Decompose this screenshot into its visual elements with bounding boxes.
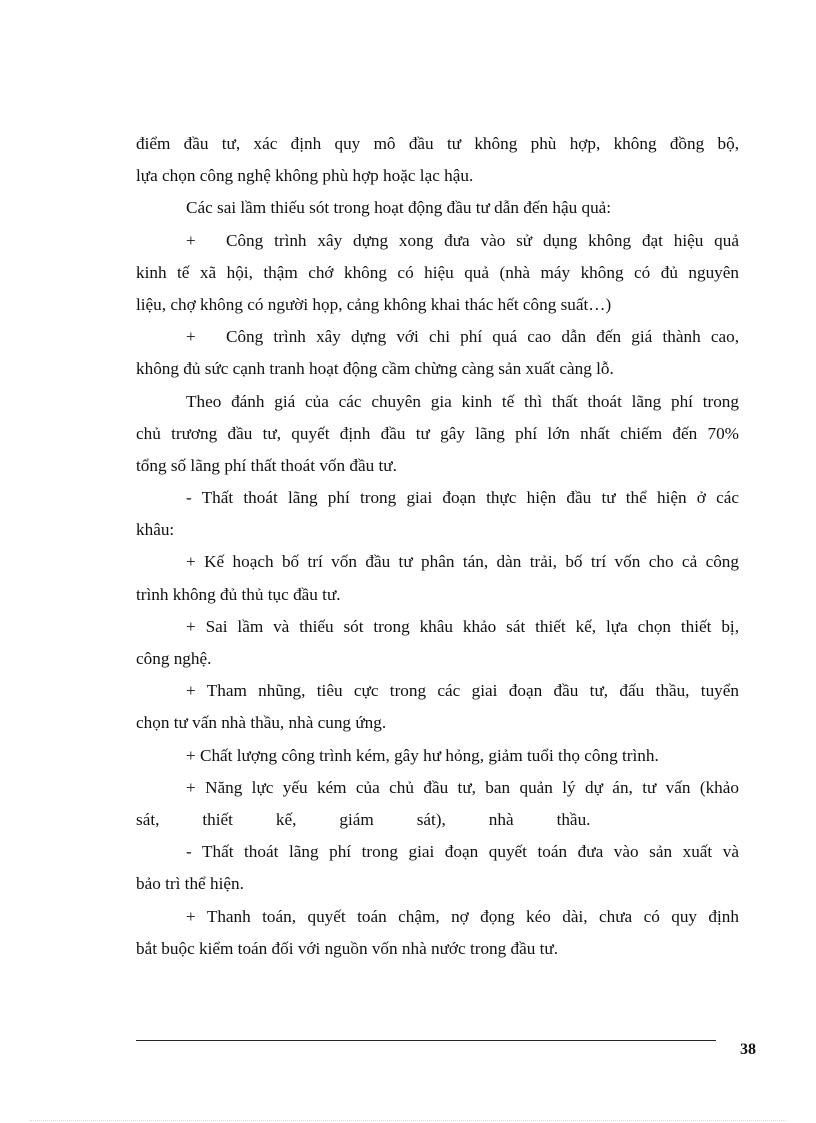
text-line: điểm đầu tư, xác định quy mô đầu tư không phù hợp, không đồng bộ,: [136, 134, 739, 153]
text-line: tổng số lãng phí thất thoát vốn đầu tư.: [136, 455, 397, 475]
text-line: + Chất lượng công trình kém, gây hư hỏng, giảm tuổi thọ công trình.: [186, 745, 659, 765]
text-line: Công trình xây dựng xong đưa vào sử dụng không đạt hiệu quả: [226, 230, 739, 250]
text-line: + Thanh toán, quyết toán chậm, nợ đọng kéo dài, chưa có quy định: [186, 906, 739, 926]
text-line: chủ trương đầu tư, quyết định đầu tư gây lãng phí lớn nhất chiếm đến 70%: [136, 423, 739, 443]
text-line: khâu:: [136, 520, 175, 540]
text-line: sát, thiết kế, giám sát), nhà thầu.: [136, 809, 591, 829]
text-line: - Thất thoát lãng phí trong giai đoạn thực hiện đầu tư thể hiện ở các: [186, 488, 739, 508]
text-line: + Tham nhũng, tiêu cực trong các giai đoạn đầu tư, đấu thầu, tuyển: [186, 681, 739, 701]
text-line: Công trình xây dựng với chi phí quá cao dẫn đến giá thành cao,: [226, 327, 739, 347]
plus-marker: +: [186, 230, 196, 250]
text-line: không đủ sức cạnh tranh hoạt động cầm chừng càng sản xuất càng lỗ.: [136, 359, 614, 379]
text-line: Các sai lầm thiếu sót trong hoạt động đầu tư dẫn đến hậu quả:: [186, 198, 612, 218]
text-line: bắt buộc kiểm toán đối với nguồn vốn nhà nước trong đầu tư.: [136, 938, 559, 958]
plus-marker: +: [186, 327, 196, 347]
text-line: kinh tế xã hội, thậm chớ không có hiệu quả (nhà máy không có đủ nguyên: [136, 262, 739, 282]
text-line: - Thất thoát lãng phí trong giai đoạn quyết toán đưa vào sản xuất và: [186, 842, 739, 862]
bullet-line: [136, 225, 739, 257]
bullet-line: [136, 321, 739, 353]
text-line: công nghệ.: [136, 649, 212, 668]
text-line: + Năng lực yếu kém của chủ đầu tư, ban quản lý dự án, tư vấn (khảo: [186, 777, 739, 797]
body-text: [136, 128, 739, 965]
text-line: chọn tư vấn nhà thầu, nhà cung ứng.: [136, 713, 387, 733]
text-line: liệu, chợ không có người họp, cảng không khai thác hết công suất…): [136, 294, 612, 314]
text-line: Theo đánh giá của các chuyên gia kinh tế thì thất thoát lãng phí trong: [186, 391, 739, 411]
footer-divider: [136, 1040, 716, 1041]
page-edge-dots: [30, 1120, 786, 1121]
text-line: + Kế hoạch bố trí vốn đầu tư phân tán, dàn trải, bố trí vốn cho cả công: [186, 552, 739, 572]
text-line: bảo trì thể hiện.: [136, 874, 244, 894]
page-number: 38: [740, 1041, 756, 1058]
text-line: + Sai lầm và thiếu sót trong khâu khảo sát thiết kế, lựa chọn thiết bị,: [186, 616, 739, 636]
text-line: lựa chọn công nghệ không phù hợp hoặc lạc hậu.: [136, 166, 474, 186]
text-line: trình không đủ thủ tục đầu tư.: [136, 584, 341, 604]
